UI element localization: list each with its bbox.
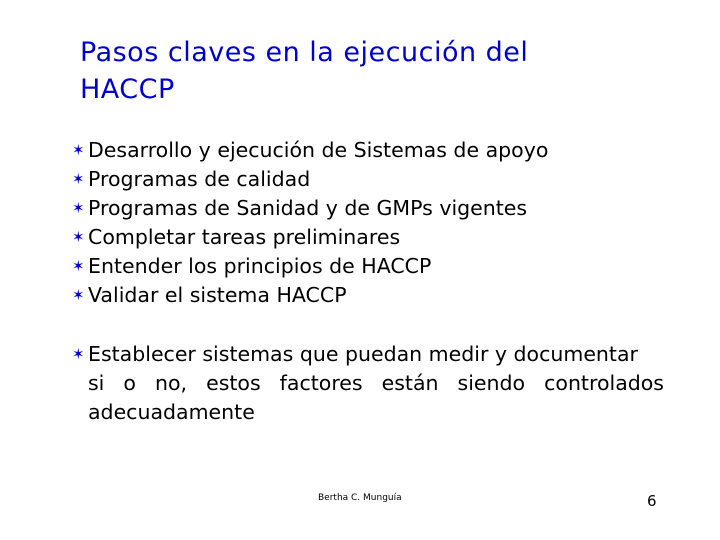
paragraph-line: si o no, estos factores están siendo controlados [88,371,664,395]
star-bullet-icon: ✶ [72,228,85,246]
list-item-text: Programas de calidad [88,167,311,191]
list-item-text: Entender los principios de HACCP [88,254,432,278]
list-item [72,223,672,252]
paragraph-line: adecuadamente [88,400,255,424]
star-bullet-icon: ✶ [72,345,85,363]
paragraph-bullet [72,340,664,427]
list-item [72,136,672,165]
slide-title-line-1: Pasos claves en la ejecución del [80,37,529,68]
paragraph-line-text: Establecer sistemas que puedan medir y documentar [88,342,638,366]
page-number: 6 [647,492,657,510]
list-item [72,281,672,310]
star-bullet-icon: ✶ [72,286,85,304]
list-item-text: Validar el sistema HACCP [88,283,347,307]
slide-title-line-2: HACCP [80,74,175,105]
list-item [72,194,672,223]
list-item-text: Completar tareas preliminares [88,225,401,249]
star-bullet-icon: ✶ [72,257,85,275]
list-item [72,165,672,194]
star-bullet-icon: ✶ [72,170,85,188]
footer-author: Bertha C. Munguía [318,493,402,503]
star-bullet-icon: ✶ [72,141,85,159]
list-item [72,252,672,281]
bullet-list [72,136,672,310]
list-item-text: Desarrollo y ejecución de Sistemas de apoyo [88,138,549,162]
paragraph-line [72,340,664,369]
star-bullet-icon: ✶ [72,199,85,217]
slide-title [80,34,640,108]
list-item-text: Programas de Sanidad y de GMPs vigentes [88,196,528,220]
